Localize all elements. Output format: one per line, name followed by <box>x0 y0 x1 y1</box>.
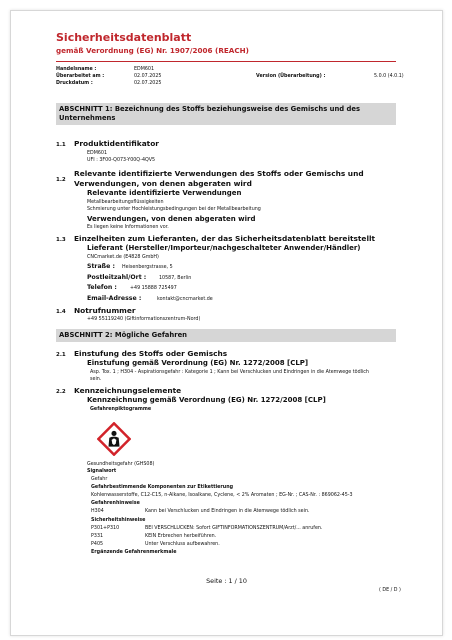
signal-word-heading: Signalwort <box>87 469 117 474</box>
supplier-company: CNCmarket.de (E4828 GmbH) <box>87 255 159 260</box>
trade-name-value: EDM601 <box>134 67 155 72</box>
ghs08-health-hazard-icon <box>97 422 131 456</box>
postal-label: Postleitzahl/Ort : <box>87 274 147 281</box>
section-1-3-title: Einzelheiten zum Lieferanten, der das Sicherheitsdatenblatt bereitstellt <box>74 234 376 243</box>
section-1-1-number: 1.1 <box>56 142 66 148</box>
phone-label: Telefon : <box>87 284 117 291</box>
section-2-1-number: 2.1 <box>56 352 66 358</box>
document-page <box>10 10 443 636</box>
signal-word-value: Gefahr <box>91 477 108 482</box>
header-divider <box>56 61 396 62</box>
email-value: kontakt@cncmarket.de <box>157 297 213 302</box>
use-item-1: Metallbearbeitungsflüssigkeiten <box>87 200 164 205</box>
classification-text-b: sein. <box>90 377 102 382</box>
phone-value: +49 15888 725497 <box>130 286 177 291</box>
pictogram-caption: Gesundheitsgefahr (GHS08) <box>87 462 155 467</box>
section-2-heading: ABSCHNITT 2: Mögliche Gefahren <box>56 329 396 342</box>
section-1-heading: ABSCHNITT 1: Bezeichnung des Stoffs beziehungsweise des Gemischs und des Unternehmens <box>56 103 396 125</box>
advised-against-text: Es liegen keine Informationen vor. <box>87 225 169 230</box>
ufi-code: UFI : 3F00-Q073-Y00Q-4QV5 <box>87 158 156 163</box>
hazard-code: H304 <box>91 509 104 514</box>
hazard-statements-heading: Gefahrenhinweise <box>91 501 140 506</box>
classification-text-a: Asp. Tox. 1 ; H304 - Aspirationsgefahr : Kategorie 1 ; Kann bei Verschlucken und Eindringen in die Atemwege tödlich <box>90 370 369 375</box>
page-number: Seite : 1 / 10 <box>206 577 247 585</box>
precautionary-heading: Sicherheitshinweise <box>91 518 146 523</box>
section-2-2-number: 2.2 <box>56 389 66 395</box>
section-1-4-title: Notrufnummer <box>74 306 136 315</box>
street-label: Straße : <box>87 263 115 270</box>
print-date-value: 02.07.2025 <box>134 81 162 86</box>
relevant-uses-heading: Relevante identifizierte Verwendungen <box>87 189 242 197</box>
precaution-2-code: P331 <box>91 534 104 539</box>
hazard-text: Kann bei Verschlucken und Eindringen in die Atemwege tödlich sein. <box>145 509 310 514</box>
components-text: Kohlenwasserstoffe, C12-C15, n-Alkane, Isoalkane, Cyclene, < 2% Aromaten ; EG-Nr. ; CAS-Nr. : 869062-45-3 <box>91 493 353 498</box>
language-code: ( DE / D ) <box>379 588 401 593</box>
precaution-1-code: P301+P310 <box>91 526 120 531</box>
section-1-1-title: Produktidentifikator <box>74 139 159 148</box>
components-heading: Gefahrbestimmende Komponenten zur Etikettierung <box>91 485 234 490</box>
version-value: 5.0.0 (4.0.1) <box>374 74 404 79</box>
email-label: Email-Adresse : <box>87 295 142 302</box>
advised-against-heading: Verwendungen, von denen abgeraten wird <box>87 215 256 223</box>
document-subtitle: gemäß Verordnung (EG) Nr. 1907/2006 (REACH) <box>56 46 249 55</box>
product-id: EDM601 <box>87 151 108 156</box>
street-value: Heisenbergstrasse, 5 <box>122 265 173 270</box>
emergency-number: +49 55119240 (Giftinformationszentrum-Nord) <box>87 317 201 322</box>
section-2-2-title: Kennzeichnungselemente <box>74 386 182 395</box>
supplementary-heading: Ergänzende Gefahrenmerkmale <box>91 550 177 555</box>
use-item-2: Schmierung unter Hochleistungsbedingungen bei der Metallbearbeitung <box>87 207 261 212</box>
section-1-4-number: 1.4 <box>56 309 66 315</box>
precaution-3-text: Unter Verschluss aufbewahren. <box>145 542 220 547</box>
classification-heading: Einstufung gemäß Verordnung (EG) Nr. 1272/2008 [CLP] <box>87 359 309 367</box>
precaution-2-text: KEIN Erbrechen herbeiführen. <box>145 534 217 539</box>
revised-label: Überarbeitet am : <box>56 74 105 79</box>
print-date-label: Druckdatum : <box>56 81 93 86</box>
section-1-3-number: 1.3 <box>56 237 66 243</box>
supplier-heading: Lieferant (Hersteller/Importeur/nachgeschalteter Anwender/Händler) <box>87 244 361 252</box>
section-2-1-title: Einstufung des Stoffs oder Gemischs <box>74 349 228 358</box>
section-1-2-number: 1.2 <box>56 177 66 183</box>
pictogram-heading: Gefahrenpiktogramme <box>90 407 152 412</box>
precaution-1-text: BEI VERSCHLUCKEN: Sofort GIFTINFORMATIONSZENTRUM/Arzt/... anrufen. <box>145 526 323 531</box>
revised-value: 02.07.2025 <box>134 74 162 79</box>
version-label: Version (Überarbeitung) : <box>256 74 326 79</box>
postal-value: 10587, Berlin <box>159 276 192 281</box>
section-1-2-title-a: Relevante identifizierte Verwendungen des Stoffs oder Gemischs und <box>74 169 364 178</box>
precaution-3-code: P405 <box>91 542 104 547</box>
document-title: Sicherheitsdatenblatt <box>56 31 192 44</box>
section-1-2-title-b: Verwendungen, von denen abgeraten wird <box>74 179 252 188</box>
trade-name-label: Handelsname : <box>56 67 97 72</box>
labelling-heading: Kennzeichnung gemäß Verordnung (EG) Nr. 1272/2008 [CLP] <box>87 396 326 404</box>
